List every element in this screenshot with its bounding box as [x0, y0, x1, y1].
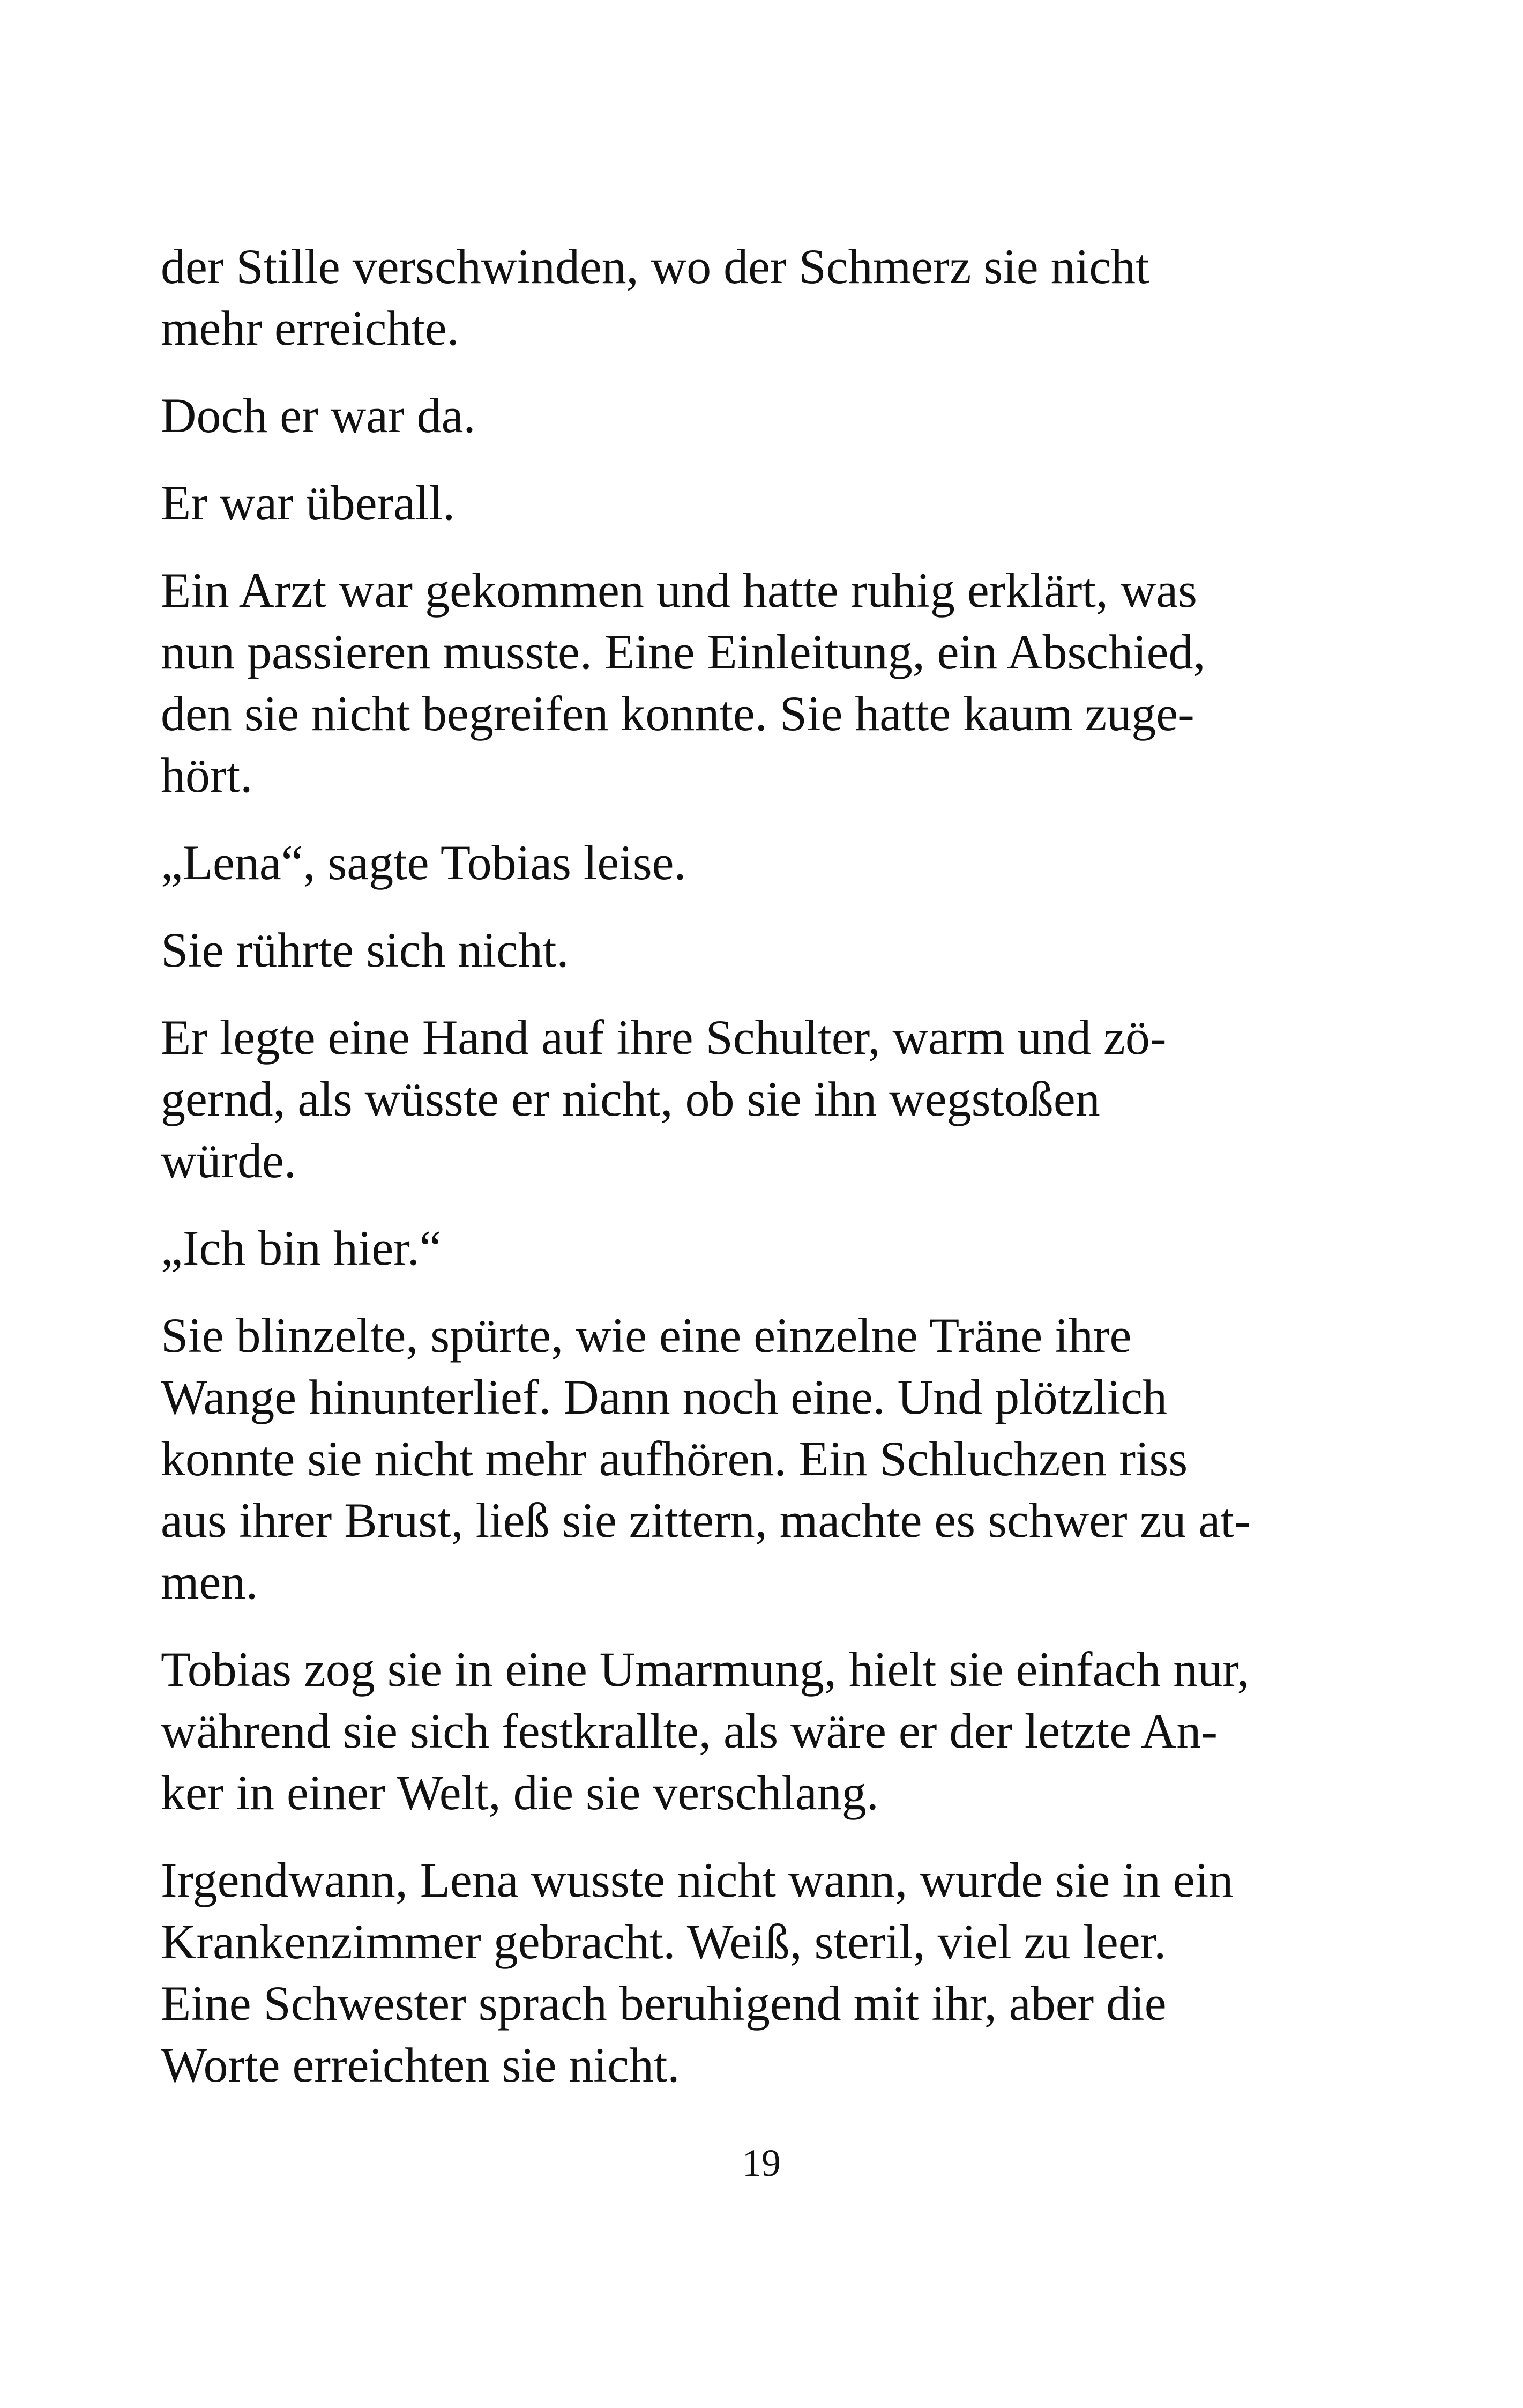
text-line: den sie nicht begreifen konnte. Sie hatte kaum zuge- — [161, 686, 1194, 741]
paragraph-3 — [161, 472, 1361, 534]
text-line: würde. — [161, 1133, 296, 1188]
text-line: Sie rührte sich nicht. — [161, 923, 569, 977]
text-line: Doch er war da. — [161, 388, 476, 443]
text-line: Krankenzimmer gebracht. Weiß, steril, viel zu leer. — [161, 1914, 1167, 1969]
text-line: hört. — [161, 748, 253, 802]
text-line: mehr erreichte. — [161, 301, 459, 355]
paragraph-6 — [161, 919, 1361, 981]
body-text — [161, 236, 1361, 2122]
paragraph-5 — [161, 832, 1361, 894]
text-line: Tobias zog sie in eine Umarmung, hielt sie einfach nur, — [161, 1642, 1250, 1697]
text-line: der Stille verschwinden, wo der Schmerz sie nicht — [161, 239, 1149, 294]
text-line: Irgendwann, Lena wusste nicht wann, wurde sie in ein — [161, 1853, 1234, 1907]
text-line: während sie sich festkrallte, als wäre er der letzte An- — [161, 1704, 1218, 1758]
paragraph-1 — [161, 236, 1361, 359]
text-line: Worte erreichten sie nicht. — [161, 2038, 680, 2092]
text-line: konnte sie nicht mehr aufhören. Ein Schluchzen riss — [161, 1431, 1188, 1486]
paragraph-7 — [161, 1007, 1361, 1192]
text-line: Er legte eine Hand auf ihre Schulter, warm und zö- — [161, 1010, 1167, 1065]
text-line: Eine Schwester sprach beruhigend mit ihr, aber die — [161, 1976, 1167, 2031]
text-line: Ein Arzt war gekommen und hatte ruhig erklärt, was — [161, 563, 1197, 618]
text-line: aus ihrer Brust, ließ sie zittern, machte es schwer zu at- — [161, 1493, 1251, 1548]
text-line: Er war überall. — [161, 475, 456, 530]
paragraph-2 — [161, 385, 1361, 447]
text-line: Sie blinzelte, spürte, wie eine einzelne Träne ihre — [161, 1308, 1132, 1363]
paragraph-4 — [161, 560, 1361, 806]
page-number: 19 — [742, 2142, 781, 2184]
text-line: nun passieren musste. Eine Einleitung, ein Abschied, — [161, 625, 1206, 679]
text-line: „Ich bin hier.“ — [161, 1221, 442, 1275]
paragraph-11 — [161, 1849, 1361, 2096]
paragraph-8 — [161, 1217, 1361, 1279]
paragraph-9 — [161, 1305, 1361, 1613]
text-line: Wange hinunterlief. Dann noch eine. Und plötzlich — [161, 1370, 1168, 1424]
text-line: „Lena“, sagte Tobias leise. — [161, 835, 686, 890]
paragraph-10 — [161, 1639, 1361, 1824]
text-line: gernd, als wüsste er nicht, ob sie ihn wegstoßen — [161, 1072, 1100, 1126]
text-line: ker in einer Welt, die sie verschlang. — [161, 1765, 879, 1820]
text-line: men. — [161, 1555, 258, 1609]
